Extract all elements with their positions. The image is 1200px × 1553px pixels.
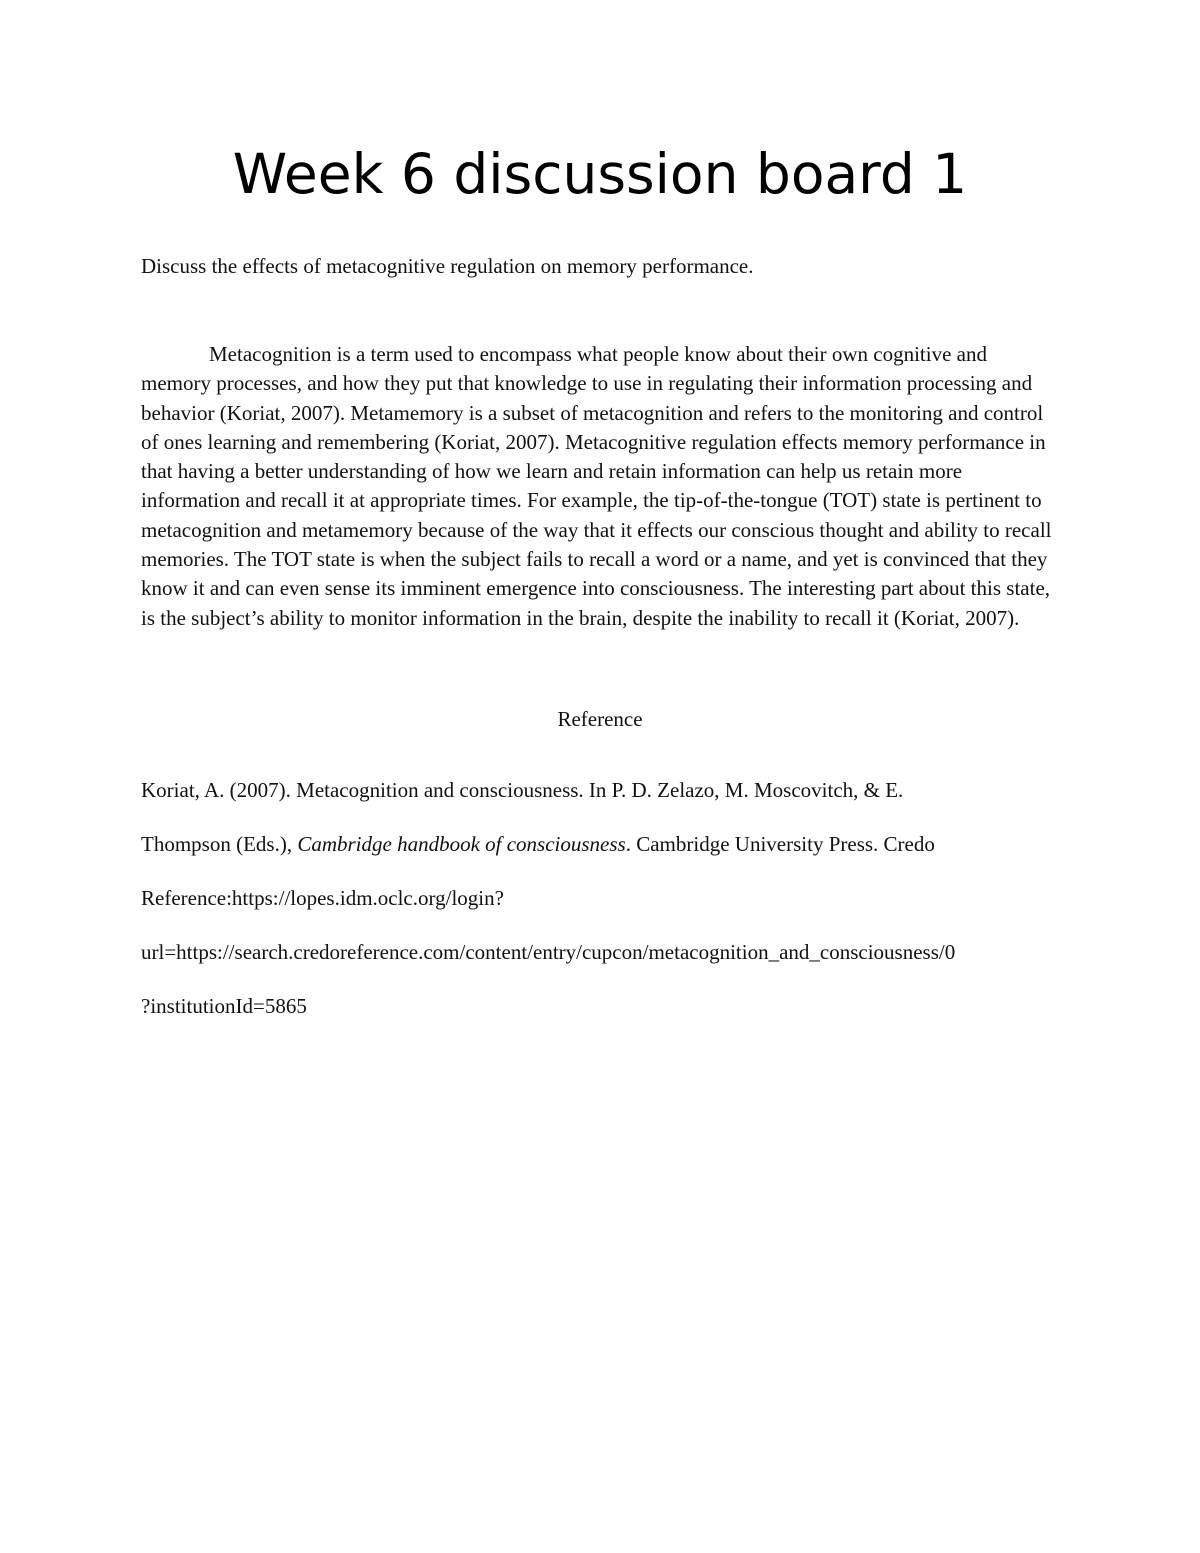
reference-book-title: Cambridge handbook of consciousness	[297, 832, 626, 856]
reference-publisher: . Cambridge University Press. Credo	[625, 832, 935, 856]
reference-line-3: Reference:https://lopes.idm.oclc.org/login?	[141, 886, 504, 910]
reference-heading: Reference	[557, 707, 643, 731]
reference-line-2	[141, 830, 1081, 859]
reference-institution-line: ?institutionId=5865	[141, 994, 307, 1018]
reference-line-1: Koriat, A. (2007). Metacognition and consciousness. In P. D. Zelazo, M. Moscovitch, & E.	[141, 778, 904, 802]
reference-url-line: url=https://search.credoreference.com/content/entry/cupcon/metacognition_and_consciousness/0	[141, 940, 956, 964]
body-paragraph: Metacognition is a term used to encompass what people know about their own cognitive and memory processes, and how they put that knowledge to use in regulating their information processing and behavior (Koriat, 2007). Metamemory is a subset of metacognition and refers to the monitoring and control of ones learning and remembering (Koriat, 2007). Metacognitive regulation effects memory performance in that having a better understanding of how we learn and retain information can help us retain more information and recall it at appropriate times. For example, the tip-of-the-tongue (TOT) state is pertinent to metacognition and metamemory because of the way that it effects our conscious thought and ability to recall memories. The TOT state is when the subject fails to recall a word or a name, and yet is convinced that they know it and can even sense its imminent emergence into consciousness. The interesting part about this state, is the subject’s ability to monitor information in the brain, despite the inability to recall it (Koriat, 2007).	[141, 342, 1052, 630]
document-title: Week 6 discussion board 1	[232, 142, 968, 206]
reference-authors-eds: Thompson (Eds.),	[141, 832, 298, 856]
discussion-prompt: Discuss the effects of metacognitive regulation on memory performance.	[141, 254, 754, 278]
